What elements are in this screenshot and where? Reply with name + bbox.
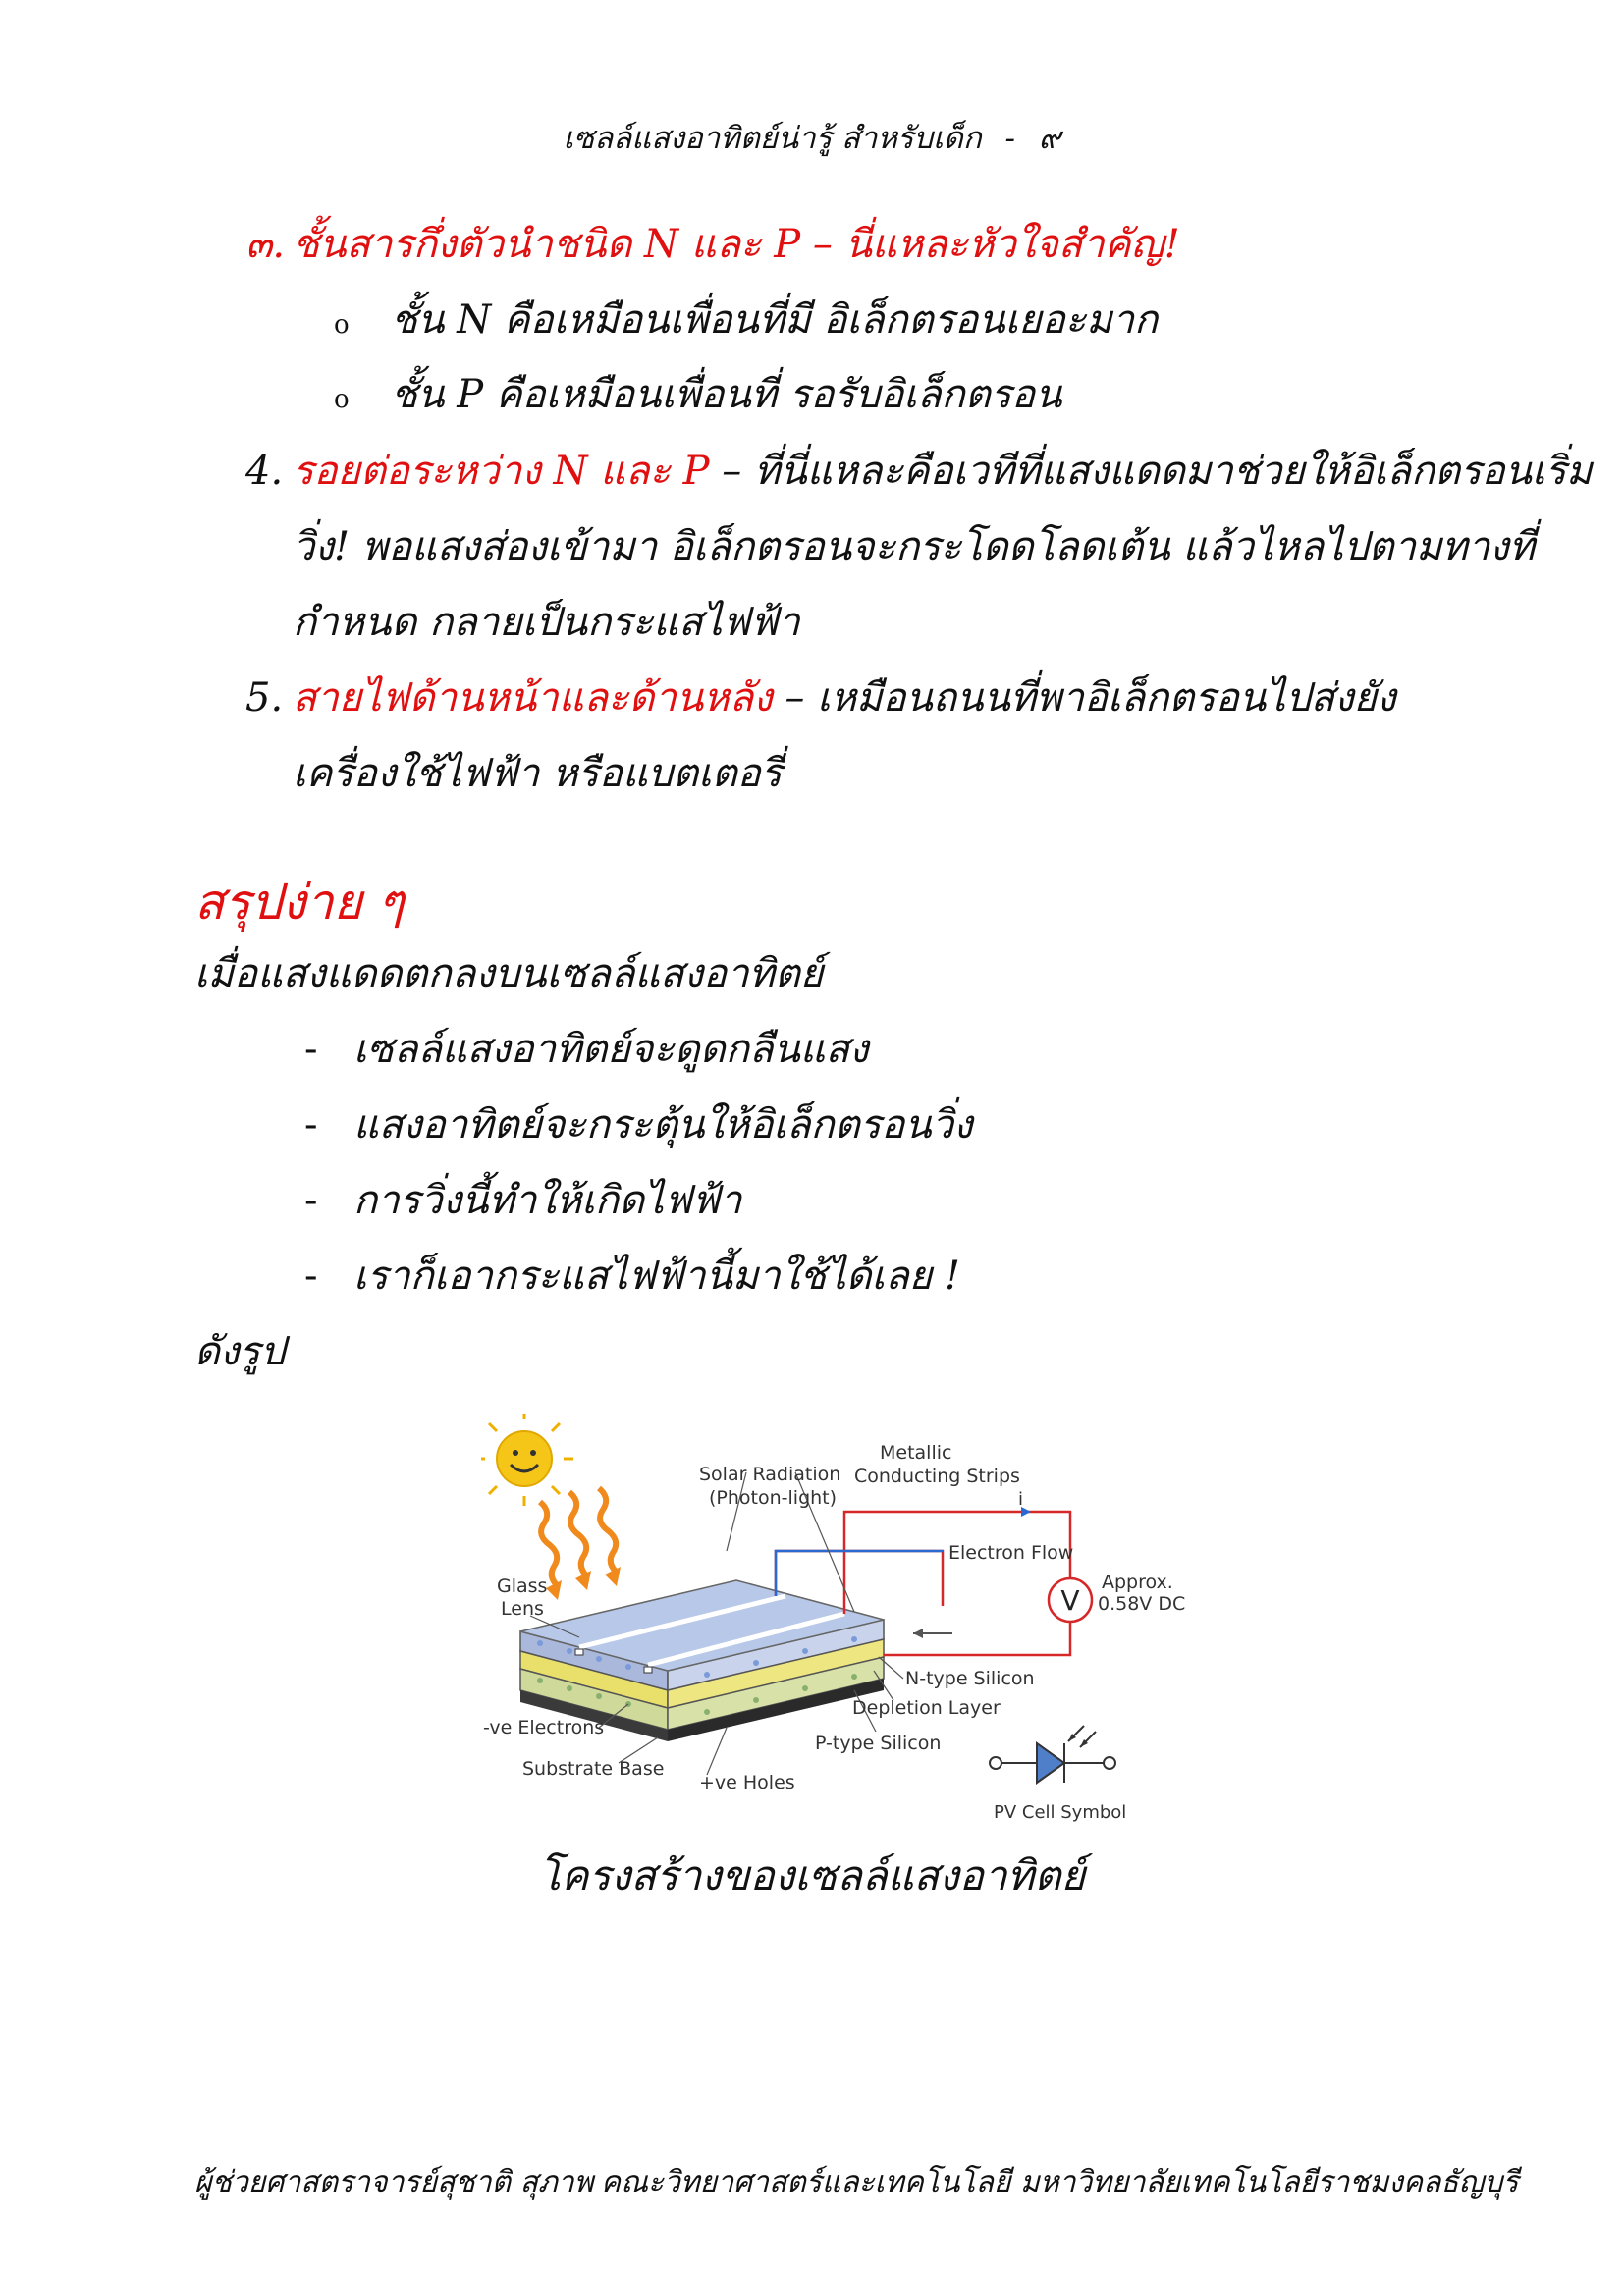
summary-point — [304, 1253, 960, 1300]
pv-cell-symbol-icon — [990, 1726, 1115, 1783]
holes-label: +ve Holes — [699, 1772, 795, 1793]
summary-point-text: แสงอาทิตย์จะกระตุ้นให้อิเล็กตรอนวิ่ง — [353, 1102, 973, 1148]
summary-point-text: การวิ่งนี้ทำให้เกิดไฟฟ้า — [353, 1178, 742, 1223]
summary-heading: สรุปง่าย ๆ — [194, 874, 405, 931]
item-3-sub-1 — [334, 296, 1158, 344]
voltage-label: 0.58V DC — [1098, 1593, 1186, 1615]
page-number: ๙ — [1038, 121, 1061, 156]
dash-icon: - — [304, 1254, 318, 1299]
glass-label: Glass — [497, 1575, 548, 1597]
summary-intro: เมื่อแสงแดดตกลงบนเซลล์แสงอาทิตย์ — [194, 951, 824, 996]
bullet-icon: o — [334, 385, 350, 414]
substrate-label: Substrate Base — [522, 1758, 665, 1780]
summary-point — [304, 1026, 869, 1073]
item-3-number: ๓. — [245, 222, 286, 267]
figure-caption: โครงสร้างของเซลล์แสงอาทิตย์ — [538, 1851, 1086, 1899]
electrons-label: -ve Electrons — [483, 1717, 605, 1738]
photon-rays-icon — [540, 1488, 617, 1586]
sun-icon — [481, 1414, 573, 1506]
item-3-sub-1-text: ชั้น N คือเหมือนเพื่อนที่มี อิเล็กตรอนเยอะมาก — [391, 297, 1159, 343]
depletion-label: Depletion Layer — [852, 1697, 1001, 1719]
solar-cell-diagram — [481, 1414, 1208, 1836]
conducting-strips-label: Conducting Strips — [854, 1466, 1020, 1487]
page-header — [0, 113, 1624, 162]
item-4-line-2: วิ่ง! พอแสงส่องเข้ามา อิเล็กตรอนจะกระโดดโลดเต้น แล้วไหลไปตามทางที่ — [293, 524, 1536, 569]
item-5-line-2: เครื่องใช้ไฟฟ้า หรือแบตเตอรี่ — [293, 751, 783, 796]
dash-icon: - — [304, 1027, 318, 1072]
electron-flow-label: Electron Flow — [948, 1542, 1074, 1564]
footer-author: ผู้ช่วยศาสตราจารย์สุชาติ สุภาพ — [194, 2165, 594, 2200]
header-separator: - — [1004, 121, 1015, 156]
item-3-sub-2 — [334, 371, 1062, 418]
figure-reference: ดังรูป — [194, 1329, 286, 1374]
photon-light-label: (Photon-light) — [709, 1487, 838, 1509]
pv-symbol-label: PV Cell Symbol — [994, 1802, 1127, 1823]
footer-organization: คณะวิทยาศาสตร์และเทคโนโลยี มหาวิทยาลัยเทคโนโลยีราชมงคลธัญบุรี — [601, 2165, 1519, 2200]
summary-point-text: เราก็เอากระแสไฟฟ้านี้มาใช้ได้เลย ! — [353, 1254, 960, 1299]
current-i-label: i — [1018, 1489, 1024, 1510]
item-3-sub-2-text: ชั้น P คือเหมือนเพื่อนที่ รอรับอิเล็กตรอน — [391, 372, 1062, 417]
item-3 — [245, 221, 1180, 268]
item-5-number: 5. — [245, 675, 284, 721]
solar-radiation-label: Solar Radiation — [699, 1464, 841, 1485]
n-type-label: N-type Silicon — [905, 1668, 1035, 1689]
item-4-number: 4. — [245, 449, 284, 494]
item-4-title: รอยต่อระหว่าง N และ P — [293, 449, 710, 494]
dash-icon: - — [304, 1102, 318, 1148]
summary-point-text: เซลล์แสงอาทิตย์จะดูดกลืนแสง — [353, 1027, 869, 1072]
item-4-line-3: กำหนด กลายเป็นกระแสไฟฟ้า — [293, 600, 800, 645]
bullet-icon: o — [334, 310, 350, 340]
approx-label: Approx. — [1102, 1572, 1173, 1593]
item-4-line-1: – ที่นี่แหละคือเวทีที่แสงแดดมาช่วยให้อิเล็กตรอนเริ่ม — [709, 449, 1593, 494]
p-type-label: P-type Silicon — [815, 1733, 942, 1754]
summary-point — [304, 1101, 973, 1148]
item-5-title: สายไฟด้านหน้าและด้านหลัง — [293, 675, 773, 721]
item-5-line-1: – เหมือนถนนที่พาอิเล็กตรอนไปส่งยัง — [772, 675, 1396, 721]
lens-label: Lens — [501, 1598, 544, 1620]
summary-point — [304, 1177, 741, 1224]
item-4 — [245, 448, 1593, 495]
metallic-label: Metallic — [880, 1442, 952, 1464]
item-3-title: ชั้นสารกึ่งตัวนำชนิด N และ P – นี่แหละหัวใจสำคัญ! — [293, 222, 1180, 267]
item-5 — [245, 674, 1396, 721]
voltmeter-icon — [1049, 1578, 1092, 1622]
header-title: เซลล์แสงอาทิตย์น่ารู้ สำหรับเด็ก — [563, 121, 982, 156]
dash-icon: - — [304, 1178, 318, 1223]
voltmeter-label: V — [1060, 1584, 1080, 1617]
